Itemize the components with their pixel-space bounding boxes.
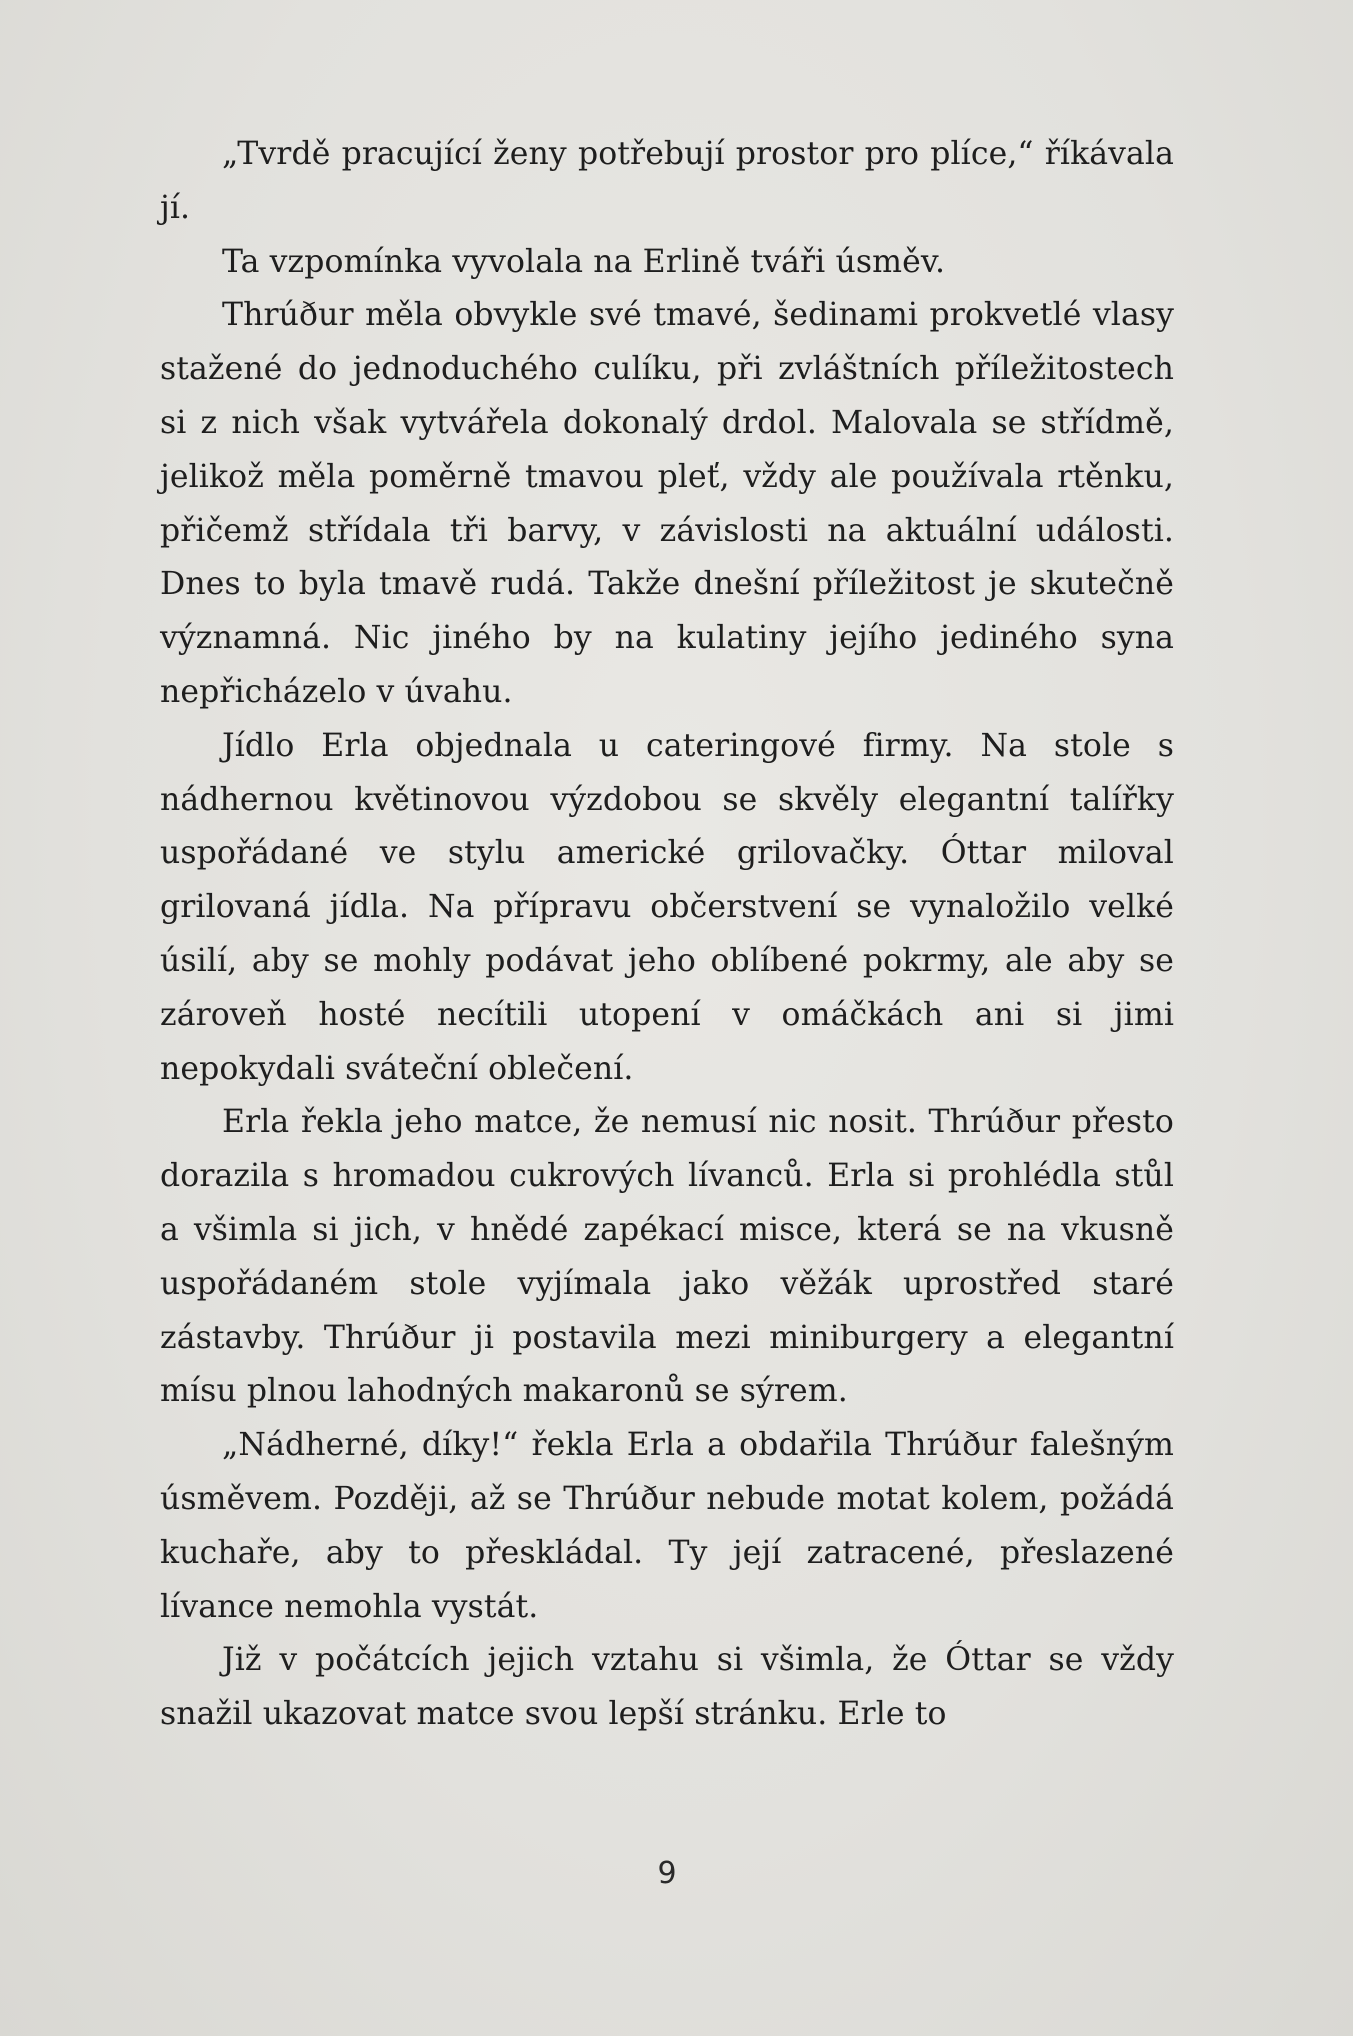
page-number: 9: [657, 1856, 677, 1891]
book-page: [160, 128, 1174, 1948]
paragraph-5: Erla řekla jeho matce, že nemusí nic nosit. Thrúður přesto dorazila s hromadou cukrových lívanců. Erla si prohlédla stůl a všimla si jich, v hnědé zapékací misce, která se na vkusně uspořádaném stole vyjímala jako věžák uprostřed staré zástavby. Thrúður ji postavila mezi miniburgery a elegantní mísu plnou lahodných makaronů se sýrem.: [160, 1104, 1174, 1410]
paragraph-4: Jídlo Erla objednala u cateringové firmy. Na stole s nádhernou květinovou výzdobou se skvěly elegantní talířky uspořádané ve stylu americké grilovačky. Óttar miloval grilovaná jídla. Na přípravu občerstvení se vynaložilo velké úsilí, aby se mohly podávat jeho oblíbené pokrmy, ale aby se zároveň hosté necítili utopení v omáčkách ani si jimi nepokydali sváteční oblečení.: [160, 727, 1174, 1087]
paragraph-1: „Tvrdě pracující ženy potřebují prostor pro plíce,“ říkávala jí.: [160, 136, 1174, 226]
paragraph-2: Ta vzpomínka vyvolala na Erlině tváři úsměv.: [222, 243, 946, 280]
paragraph-6: „Nádherné, díky!“ řekla Erla a obdařila Thrúður falešným úsměvem. Později, až se Thrúður nebude motat kolem, požádá kuchaře, aby to přeskládal. Ty její zatracené, přeslazené lívance nemohla vystát.: [160, 1427, 1174, 1625]
body-text: [160, 128, 1174, 1742]
paragraph-3: Thrúður měla obvykle své tmavé, šedinami prokvetlé vlasy stažené do jednoduchého culíku, při zvláštních příležitostech si z nich však vytvářela dokonalý drdol. Malovala se střídmě, jelikož měla poměrně tmavou pleť, vždy ale používala rtěnku, přičemž střídala tři barvy, v závislosti na aktuální události. Dnes to byla tmavě rudá. Takže dnešní příležitost je skutečně významná. Nic jiného by na kulatiny jejího jediného syna nepřicházelo v úvahu.: [160, 297, 1174, 710]
paragraph-7: Již v počátcích jejich vztahu si všimla, že Óttar se vždy snažil ukazovat matce svou lepší stránku. Erle to: [160, 1642, 1174, 1733]
